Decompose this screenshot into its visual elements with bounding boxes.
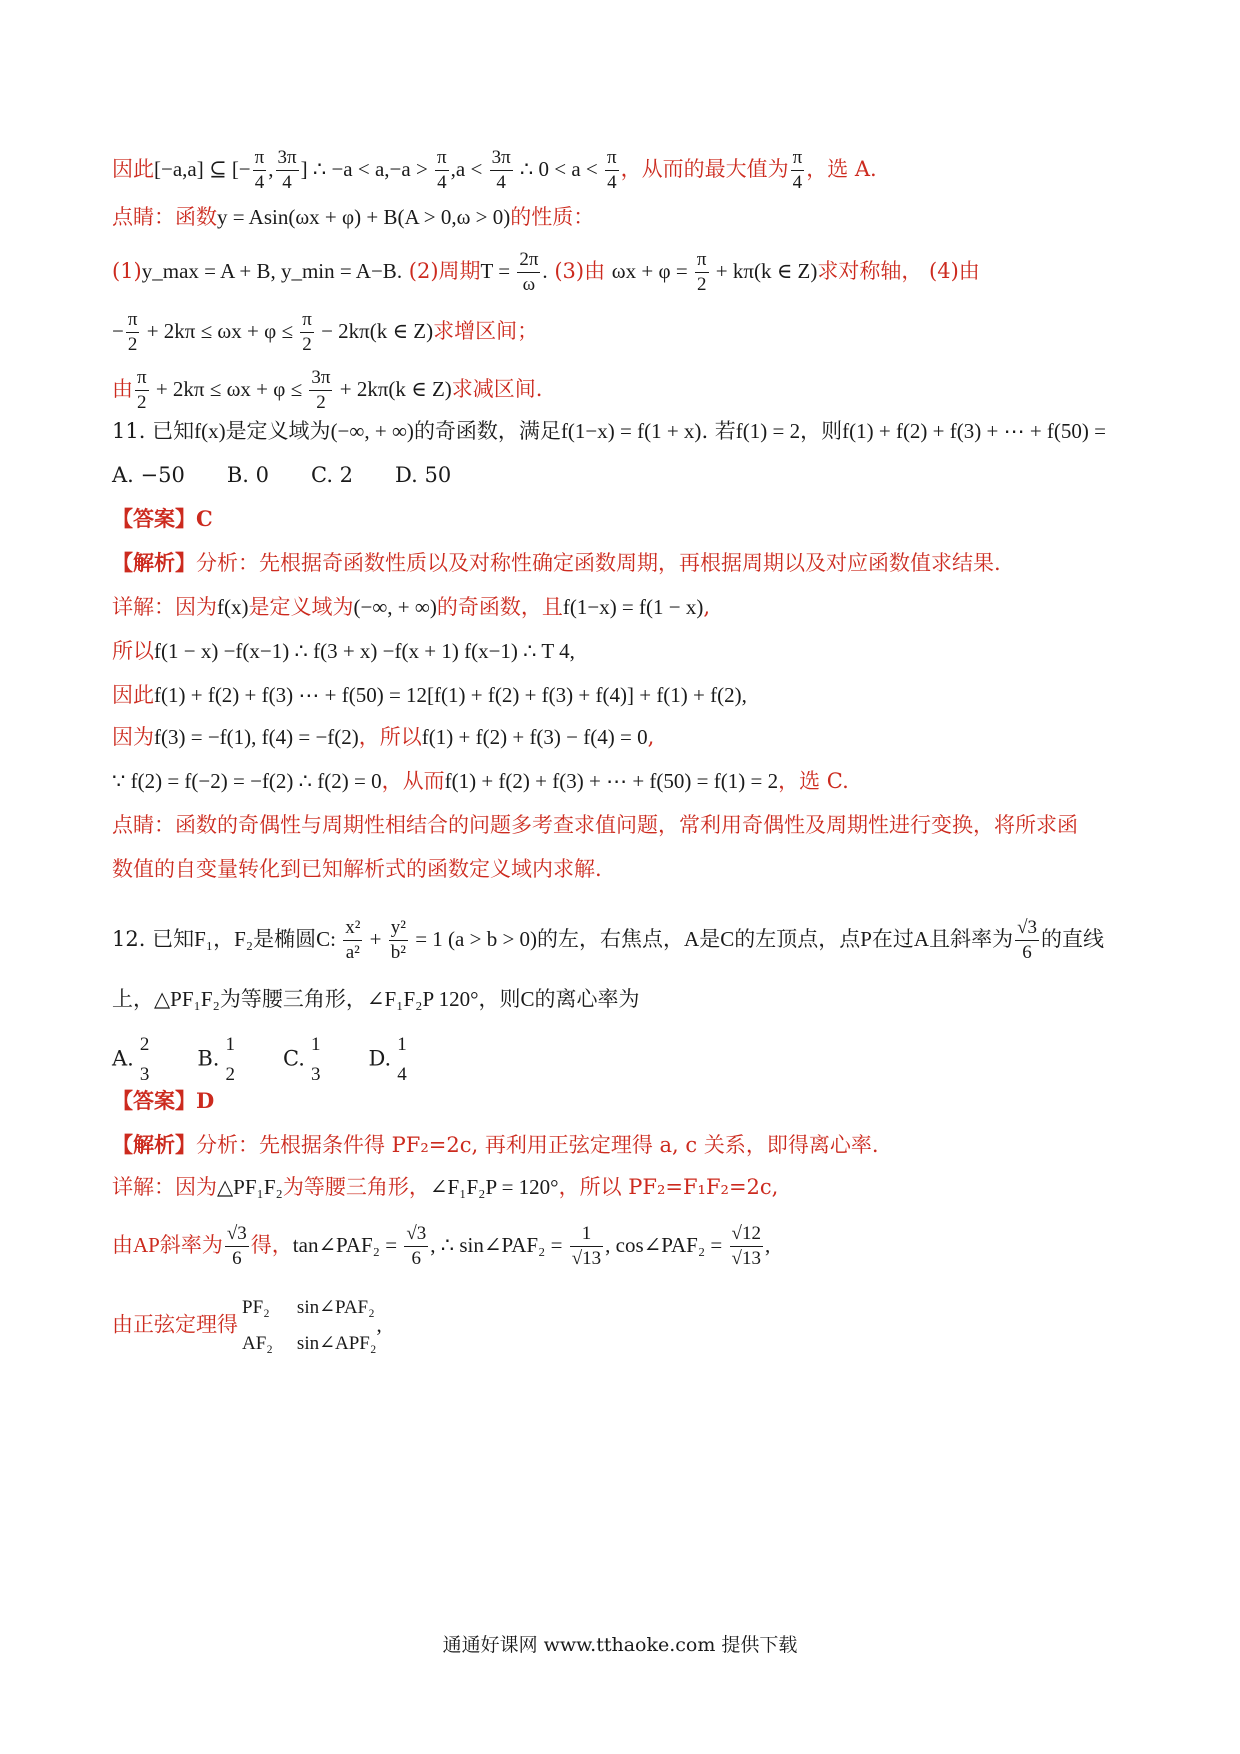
line-2: 点睛：函数y = Asin(ωx + φ) + B(A > 0,ω > 0)的性质： [112, 205, 595, 229]
math: y = Asin(ωx + φ) + B(A > 0,ω > 0) [217, 205, 511, 229]
answer-12: 【答案】D [112, 1088, 215, 1113]
fraction: $\frac{\pi}{2}$ [302, 309, 312, 355]
ratio: sin∠PAF₂ sin∠APF₂ [296, 1297, 377, 1354]
detail-12-b: 由AP斜率为 $\frac{√3}{6}$ 得，tan∠PAF₂ = $\frac{√3}{6}$ , ∴ sin∠PAF₂ = $\frac{1}{√13}$ , cos∠PAF₂ = $\frac{√12}{√13}$ , [112, 1223, 771, 1269]
fraction: $\frac{√3}{6}$ [406, 1223, 427, 1269]
option-d: D. 1 4 [368, 1034, 407, 1085]
option-a: A. −50 [112, 463, 185, 487]
line-5: 由 $\frac{\pi}{2}$ + 2kπ ≤ ωx + φ ≤ $\frac{3\pi}{2}$ + 2kπ(k ∈ Z)求减区间. [112, 367, 543, 413]
text: 因此 [112, 157, 154, 181]
question-11: 11. 已知f(x)是定义域为(−∞, + ∞)的奇函数，满足f(1−x) = f(1 + x). 若f(1) = 2，则f(1) + f(2) + f(3) + ⋯ + f(50) = [112, 419, 1107, 443]
option-a: A. 2 3 [112, 1034, 150, 1085]
detail-11-a: 详解：因为f(x)是定义域为(−∞, + ∞)的奇函数，且f(1−x) = f(1 − x), [112, 595, 711, 619]
option-d: D. 50 [395, 463, 452, 487]
analysis-11: 【解析】分析：先根据奇函数性质以及对称性确定函数周期，再根据周期以及对应函数值求结果. [112, 550, 1001, 575]
ratio: PF₂ AF₂ [242, 1297, 273, 1354]
math: y_max = A + B, y_min = A−B. [141, 259, 403, 283]
detail-11-d: 因为f(3) = −f(1), f(4) = −f(2)，所以f(1) + f(2) + f(3) − f(4) = 0, [112, 725, 655, 749]
question-12-line-2: 上，△PF₁F₂为等腰三角形，∠F₁F₂P 120°，则C的离心率为 [112, 987, 640, 1011]
fraction: $\frac{\pi}{4}$ [437, 147, 447, 193]
text: ，从而的最大值为 [620, 157, 789, 181]
fraction: $\frac{3\pi}{4}$ [277, 147, 297, 193]
question-11-options [112, 460, 1128, 490]
fraction: $\frac{√3}{6}$ [226, 1223, 247, 1269]
fraction: $\frac{3\pi}{4}$ [491, 147, 511, 193]
question-12-options [112, 1030, 1128, 1090]
detail-11-e: ∵ f(2) = f(−2) = −f(2) ∴ f(2) = 0，从而f(1) + f(2) + f(3) + ⋯ + f(50) = f(1) = 2，选 C. [112, 769, 849, 793]
fraction: $\frac{√3}{6}$ [1017, 917, 1038, 963]
fraction: $\frac{2\pi}{\omega}$ [519, 249, 539, 295]
fraction: $\frac{1}{√13}$ [571, 1223, 602, 1269]
fraction: $\frac{3\pi}{2}$ [311, 367, 331, 413]
option-b: B. 1 2 [197, 1034, 235, 1085]
line-4: − $\frac{\pi}{2}$ + 2kπ ≤ ωx + φ ≤ $\frac{\pi}{2}$ − 2kπ(k ∈ Z)求增区间； [112, 309, 539, 355]
fraction: $\frac{\pi}{2}$ [696, 249, 707, 295]
fraction: $\frac{\pi}{2}$ [127, 309, 138, 355]
fraction: $\frac{\pi}{4}$ [607, 147, 617, 193]
detail-11-c: 因此f(1) + f(2) + f(3) ⋯ + f(50) = 12[f(1) + f(2) + f(3) + f(4)] + f(1) + f(2), [112, 683, 747, 707]
math: ] ∴ −a < a,−a > [300, 157, 434, 181]
option-c: C. 1 3 [282, 1034, 321, 1085]
option-b: B. 0 [226, 463, 269, 487]
question-12-line-1: 12. 已知F₁，F₂是椭圆C: $\frac{\text{x²}}{\text{a²}}$ + $\frac{\text{y²}}{\text{b²}}$ = 1 (a > b > 0)的左，右焦点，A是C的左顶点，点P在过A且斜率为 $\frac{√3}{6}$ 的直线 [112, 917, 1105, 963]
detail-11-b: 所以f(1 − x) −f(x−1) ∴ f(3 + x) −f(x + 1) f(x−1) ∴ T 4, [112, 639, 575, 663]
footer: 通通好课网 www.tthaoke.com 提供下载 [442, 1634, 798, 1656]
option-c: C. 2 [311, 463, 354, 487]
fraction: $\frac{\pi}{4}$ [254, 147, 265, 193]
line-3: (1)y_max = A + B, y_min = A−B. (2)周期T = $\frac{2\pi}{\omega}$ . (3)由 ωx + φ = $\frac{\pi}{2}$ + kπ(k ∈ Z)求对称轴， (4)由 [112, 249, 980, 295]
fraction: $\frac{\text{x²}}{\text{a²}}$ [345, 917, 361, 963]
detail-12-c: 由正弦定理得 PF₂ AF₂ sin∠PAF₂ sin∠APF₂ , [112, 1290, 1128, 1362]
note-11-b: 数值的自变量转化到已知解析式的函数定义域内求解. [112, 857, 602, 881]
detail-12-a: 详解：因为△PF₁F₂为等腰三角形，∠F₁F₂P = 120°，所以 PF₂=F₁F₂=2c, [112, 1175, 779, 1199]
line-1: 因此[−a,a] ⊆ [− $\frac{\pi}{4}$ , $\frac{3\pi}{4}$ ] ∴ −a < a,−a > $\frac{\pi}{4}$ ,a < $\frac{3\pi}{4}$ ∴ 0 < a < $\frac{\pi}{4}$ ，从而的最大值为 $\frac{\pi}{4}$ ，选 A. [112, 147, 877, 193]
analysis-12: 【解析】分析：先根据条件得 PF₂=2c, 再利用正弦定理得 a, c 关系，即得离心率. [112, 1132, 879, 1157]
text: ，选 A. [806, 157, 877, 181]
note-11-a: 点睛：函数的奇偶性与周期性相结合的问题多考查求值问题，常利用奇偶性及周期性进行变换，将所求函 [112, 813, 1078, 837]
fraction: $\frac{\pi}{4}$ [792, 147, 803, 193]
fraction: $\frac{√12}{√13}$ [731, 1223, 761, 1269]
math: [−a,a] ⊆ [− [154, 157, 251, 181]
fraction: $\frac{\text{y²}}{\text{b²}}$ [390, 917, 406, 963]
answer-11: 【答案】C [112, 506, 213, 531]
fraction: $\frac{\pi}{2}$ [137, 367, 147, 413]
